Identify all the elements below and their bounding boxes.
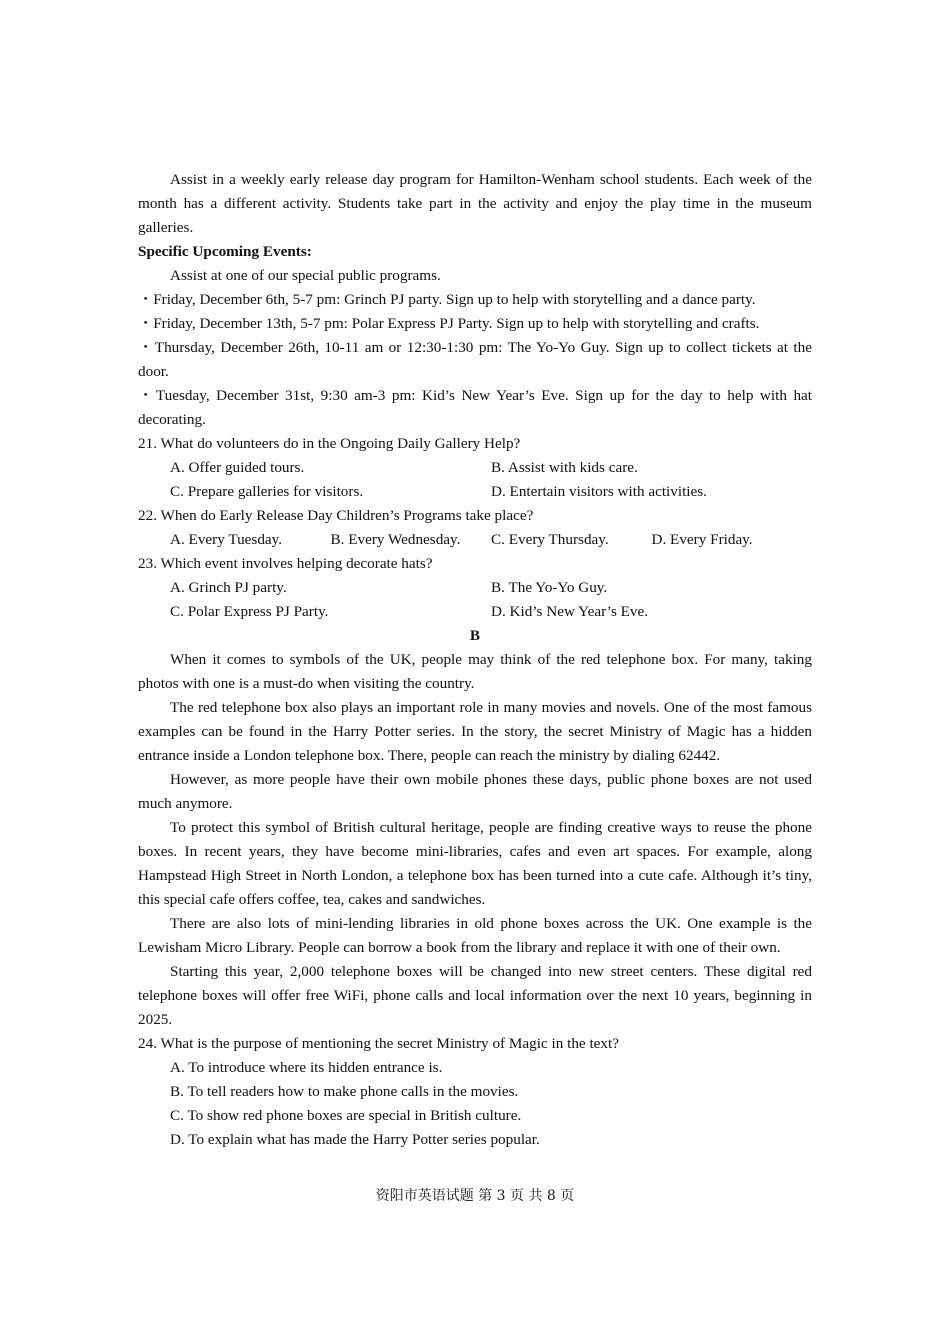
event-item: ・Friday, December 13th, 5-7 pm: Polar Express PJ Party. Sign up to help with storytelling and crafts. <box>138 315 760 332</box>
passage-paragraph: However, as more people have their own mobile phones these days, public phone boxes are not used much anymore. <box>138 771 812 812</box>
events-intro: Assist at one of our special public programs. <box>170 267 441 284</box>
event-item: ・Friday, December 6th, 5-7 pm: Grinch PJ party. Sign up to help with storytelling and a dance party. <box>138 291 756 308</box>
question-21-options-row2 <box>138 480 812 504</box>
passage-paragraph: To protect this symbol of British cultural heritage, people are finding creative ways to reuse the phone boxes. In recent years, they have become mini-libraries, cafes and even art spaces. For example, along Hampstead High Street in North London, a telephone box has been turned into a cute cafe. Although it’s tiny, this special cafe offers coffee, tea, cakes and sandwiches. <box>138 819 812 908</box>
passage-paragraph: Starting this year, 2,000 telephone boxes will be changed into new street centers. These digital red telephone boxes will offer free WiFi, phone calls and local information over the next 10 years, beginning in 2025. <box>138 963 812 1028</box>
option: D. Every Friday. <box>651 531 753 548</box>
option: B. The Yo-Yo Guy. <box>491 579 608 596</box>
option: B. To tell readers how to make phone calls in the movies. <box>170 1083 519 1100</box>
option: C. Every Thursday. <box>491 531 609 548</box>
section-b-heading: B <box>469 627 481 644</box>
option: A. Grinch PJ party. <box>170 579 287 596</box>
option: C. To show red phone boxes are special in British culture. <box>170 1107 522 1124</box>
section-a-intro: Assist in a weekly early release day program for Hamilton-Wenham school students. Each week of the month has a different activity. Students take part in the activity and enjoy the play time in the museum galleries. <box>138 171 812 236</box>
question-22-options <box>138 528 812 552</box>
option: D. To explain what has made the Harry Potter series popular. <box>170 1131 540 1148</box>
option: C. Prepare galleries for visitors. <box>170 483 364 500</box>
option: B. Assist with kids care. <box>491 459 638 476</box>
option: C. Polar Express PJ Party. <box>170 603 329 620</box>
page-footer: 资阳市英语试题 第 3 页 共 8 页 <box>375 1188 575 1204</box>
passage-paragraph: There are also lots of mini-lending libraries in old phone boxes across the UK. One example is the Lewisham Micro Library. People can borrow a book from the library and replace it with one of their own. <box>138 915 812 956</box>
question-23-options-row1 <box>138 576 812 600</box>
passage-paragraph: The red telephone box also plays an important role in many movies and novels. One of the most famous examples can be found in the Harry Potter series. In the story, the secret Ministry of Magic has a hidden entrance inside a London telephone box. There, people can reach the ministry by dialing 62442. <box>138 699 812 764</box>
option: A. To introduce where its hidden entrance is. <box>170 1059 443 1076</box>
question-23-stem: 23. Which event involves helping decorate hats? <box>138 555 433 572</box>
option: A. Offer guided tours. <box>170 459 305 476</box>
option: D. Kid’s New Year’s Eve. <box>491 603 649 620</box>
option: A. Every Tuesday. <box>170 531 283 548</box>
question-21-options-row1 <box>138 456 812 480</box>
event-item: ・Tuesday, December 31st, 9:30 am-3 pm: Kid’s New Year’s Eve. Sign up for the day to help with hat decorating. <box>138 387 812 428</box>
events-heading: Specific Upcoming Events: <box>138 243 312 260</box>
event-item: ・Thursday, December 26th, 10-11 am or 12:30-1:30 pm: The Yo-Yo Guy. Sign up to collect tickets at the door. <box>138 339 812 380</box>
passage-paragraph: When it comes to symbols of the UK, people may think of the red telephone box. For many, taking photos with one is a must-do when visiting the country. <box>138 651 812 692</box>
option: D. Entertain visitors with activities. <box>491 483 707 500</box>
option: B. Every Wednesday. <box>330 531 461 548</box>
page-content <box>138 168 812 1152</box>
question-24-stem: 24. What is the purpose of mentioning the secret Ministry of Magic in the text? <box>138 1035 619 1052</box>
question-22-stem: 22. When do Early Release Day Children’s Programs take place? <box>138 507 534 524</box>
question-23-options-row2 <box>138 600 812 624</box>
question-21-stem: 21. What do volunteers do in the Ongoing Daily Gallery Help? <box>138 435 521 452</box>
